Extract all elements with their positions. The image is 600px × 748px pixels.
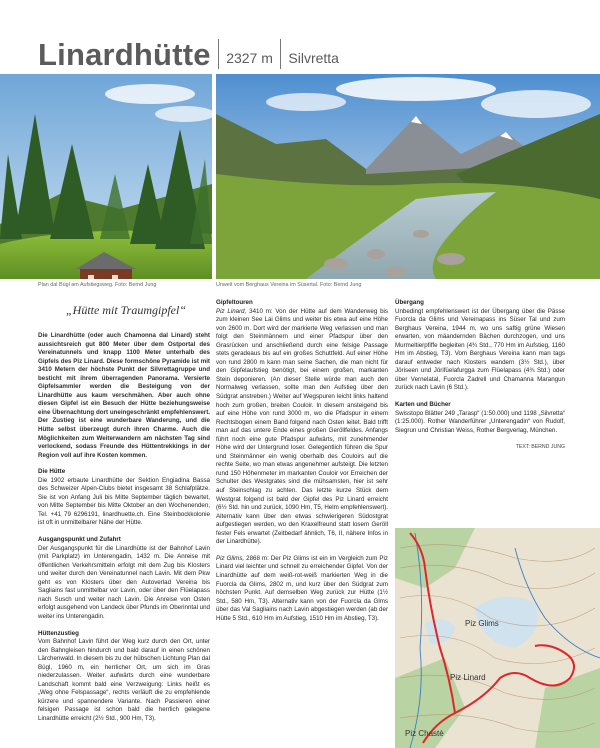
map-label-piz-linard: Piz Linard xyxy=(450,673,486,682)
page-header xyxy=(38,30,339,72)
section-text-glims xyxy=(216,555,388,623)
altitude-label: 2327 m xyxy=(226,50,273,66)
column-3 xyxy=(395,297,565,452)
section-heading-zustieg: Hüttenzustieg xyxy=(38,629,79,637)
section-heading-uebergang: Übergang xyxy=(395,299,424,306)
section-text-karten: Swisstopo Blätter 249 „Tarasp“ (1:50.000) und 1198 „Silvretta“ (1:25.000). Rother Wanderführer „Unterengadin“ von Rudolf, Siegrun und Christian Weiss, Rother Bergverlag, München. xyxy=(395,409,565,434)
page-title: Linardhütte xyxy=(38,37,211,72)
section-text-linard xyxy=(216,308,388,547)
section-heading-karten: Karten und Bücher xyxy=(395,401,451,409)
map-label-piz-chaste: Piz Chastè xyxy=(405,729,444,738)
valley-photo xyxy=(216,74,600,279)
section-text-zustieg: Vom Bahnhof Lavin führt der Weg kurz durch den Ort, unter den Bahngleisen hindurch und bald darauf in einen schönen Lärchenwald. In diesem bis zu der hübschen Lichtung Plan dal Bügl, 1960 m, ein herrlicher Ort, um sich im Gras niederzulassen. Weiter aufwärts durch eine wunderbare Landschaft kommt bald eine Verzweigung: Links heißt es „Weg ohne Felspassage“, rechts verläuft die zu empfehlende kürzere und spannendere Variante. Nach Passieren einer felsigen Passage ist schon bald die herrlich gelegene Linardhütte erreicht (2½ Std., 900 Hm, T3). xyxy=(38,638,210,722)
lead-paragraph: Die Linardhütte (oder auch Chamonna dal Linard) steht aussichtsreich gut 800 Meter über dem Ostportal des Vereinatunnels und knapp 1100 Meter unterhalb des Gipfels des Piz Linard. Diese formschöne Pyramide ist mit 3410 Metern der höchste Punkt der Silvrettagruppe und besticht mit ihrem überragenden Panorama. Versierte Gipfelsammler werden die Besteigung von der Linardhütte aus kaum verschmähen. Aber auch ohne diesen Gipfel ist ein Besuch der Hütte beziehungsweise eine Übernachtung dort uneingeschränkt empfehlenswert. Der Zustieg ist eine wunderbare Wanderung, und die Hütte selbst überzeugt durch ihren Charme. Auch die Möglichkeiten zum Weiterwandern am nächsten Tag sind verlockend, sodass Freunde des Hüttentrekkings in der Region voll auf ihre Kosten kommen. xyxy=(38,332,210,459)
linard-label: Piz Linard, xyxy=(216,307,247,315)
region-label: Silvretta xyxy=(288,50,339,66)
left-photo-caption: Plan dal Bügl am Aufstiegsweg. Foto: Bernd Jung xyxy=(38,282,157,288)
glims-text: 2868 m: Der Piz Glims ist ein im Vergleich zum Piz Linard viel leichter und schnell zu erreichender Gipfel. Von der Linardhütte auf dem weiß-rot-weiß markierten Weg in die Fuorcla da Glims, 2802 m, und kurz über den Südgrat zum höchsten Punkt. Auf demselben Weg zurück zur Hütte (1½ Std., 580 Hm, T3). Alternativ kann von der Fuorcla da Glms über das Val Sagliains nach Lavin abgestiegen werden (ab der Hütte 5 Std., 610 Hm im Aufstieg, 1510 Hm im Abstieg, T3). xyxy=(216,554,388,622)
linard-text: 3410 m: Von der Hütte auf dem Wanderweg bis zum kleinen See Lai Glims und weiter bis etwa auf eine Höhe von 2600 m. Dort wird der markierte Weg verlassen und man folgt den Steinmännern und einer Pfadspur über den Grasrücken und anschließend durch eine felsige Passage stets geradeaus bis auf ein großes Schuttfeld. Auf einer Höhe von rund 2800 m kann man seine Sachen, die man nicht für den Gipfelaufstieg benötigt, bei einem großen, markanten Stein deponieren. (An dieser Stelle würde man auch den Normalweg verlassen, sollte man den Aufstieg über den Südgrat anstreben.) Weiter auf Wegspuren leicht links haltend hoch zum großen, breiten Couloir. In diesem ansteigend bis auf eine Höhe von rund 3000 m, wo die Pfadspur in einem Rechtsbogen einem Band folgend nach Osten leitet. Bald trifft man auf das untere Ende eines großen Geröllfeldes. Anfangs führt noch eine gute Pfadspur aufwärts, mit zunehmender Höhe wird der Untergrund loser. Gelegentlich führen die Spur und Steinmänner ein wenig oberhalb des Couloirs auf die rechte Seite, wo man etwas angenehmer aufsteigt. Die letzten rund 150 Höhenmeter im markanten Couloir vor Erreichen der Schulter des Westgrates sind die mühsamsten, hier ist sehr auf Steinschlag zu achten. Das letzte kurze Stück dem Westgrat folgend ist bald der Gipfel des Piz Linard erreicht (6½ Std. hin und zurück, 1090 Hm, T5, Helm empfehlenswert). Alternativ kann über den etwas schwierigeren Südostgrat aufgestiegen werden, wo den Kraxelfreund statt losem Geröll fester Fels erwartet (Zeitbedarf ähnlich, T6, II, nähere Infos in der Linardhütte). xyxy=(216,307,388,546)
title-divider xyxy=(280,39,282,69)
section-heading-huette: Die Hütte xyxy=(38,468,66,476)
map-label-piz-glims: Piz Glims xyxy=(465,619,499,628)
section-heading-ausgang: Ausgangspunkt und Zufahrt xyxy=(38,536,121,544)
text-credit: TEXT: BERND JUNG xyxy=(515,444,565,451)
column-2 xyxy=(216,297,388,631)
right-photo-caption: Unweit vom Berghaus Vereina im Süsertal. Foto: Bernd Jung xyxy=(216,282,362,288)
glims-label: Piz Glims, xyxy=(216,554,245,562)
section-text-uebergang: Unbedingt empfehlenswert ist der Übergang über die Pässe Fuorcla da Glims und Vereinapass ins Süser Tal und zum Berghaus Vereina, 1944 m, wo uns saftig grüne Wiesen erwarten, von mäandernden Bächen durchzogen, und uns Murmeltierpfiffe begleiten (4¾ Std., 770 Hm im Aufstieg, 1160 Hm im Abstieg, T3). Vom Berghaus Vereina kann man tags darauf entweder nach Klosters wandern (3½ Std.), über Jöriseen und Jörifüelafurgga zum Flüelapass (4¾ Std.) oder über Vernelatal, Fuorcla Zadrell und Chamanna Marangun zurück nach Lavin (6 Std.). xyxy=(395,307,565,392)
section-text-huette: Die 1902 erbaute Linardhütte der Sektion Engiadina Bassa des Schweizer Alpen-Clubs bietet insgesamt 38 Schlafplätze. Sie ist von Anfang Juli bis Mitte September täglich bewartet, von Mitte September bis Mitte Oktober an den Wochenenden, Tel. +41 79 6296191, linardhuette.ch. Eine Steinbockkolonie ist oft in unmittelbarer Nähe der Hütte. xyxy=(38,476,210,527)
section-text-ausgang: Der Ausgangspunkt für die Linardhütte ist der Bahnhof Lavin (mit Parkplatz) im Unterengadin, 1432 m. Die Anreise mit öffentlichen Verkehrsmitteln erfolgt mit dem Zug bis Klosters und weiter durch den Vereinatunnel nach Lavin. Mit dem Pkw geht es von Klosters über den Autoverlad Vereina bis Sagliains fast unmittelbar vor Lavin, oder über den Flüelapass nach Susch und weiter nach Lavin. Die Anreise von Osten erfolgt ausgehend von Landeck über Pfunds im Oberinntal und weiter ins Unterengadin. xyxy=(38,544,210,620)
column-1 xyxy=(38,297,210,732)
hut-photo xyxy=(0,74,212,279)
title-divider xyxy=(218,39,220,69)
pull-quote: „Hütte mit Traumgipfel“ xyxy=(66,303,187,317)
route-map xyxy=(395,528,600,748)
section-heading-gipfel: Gipfeltouren xyxy=(216,299,253,306)
